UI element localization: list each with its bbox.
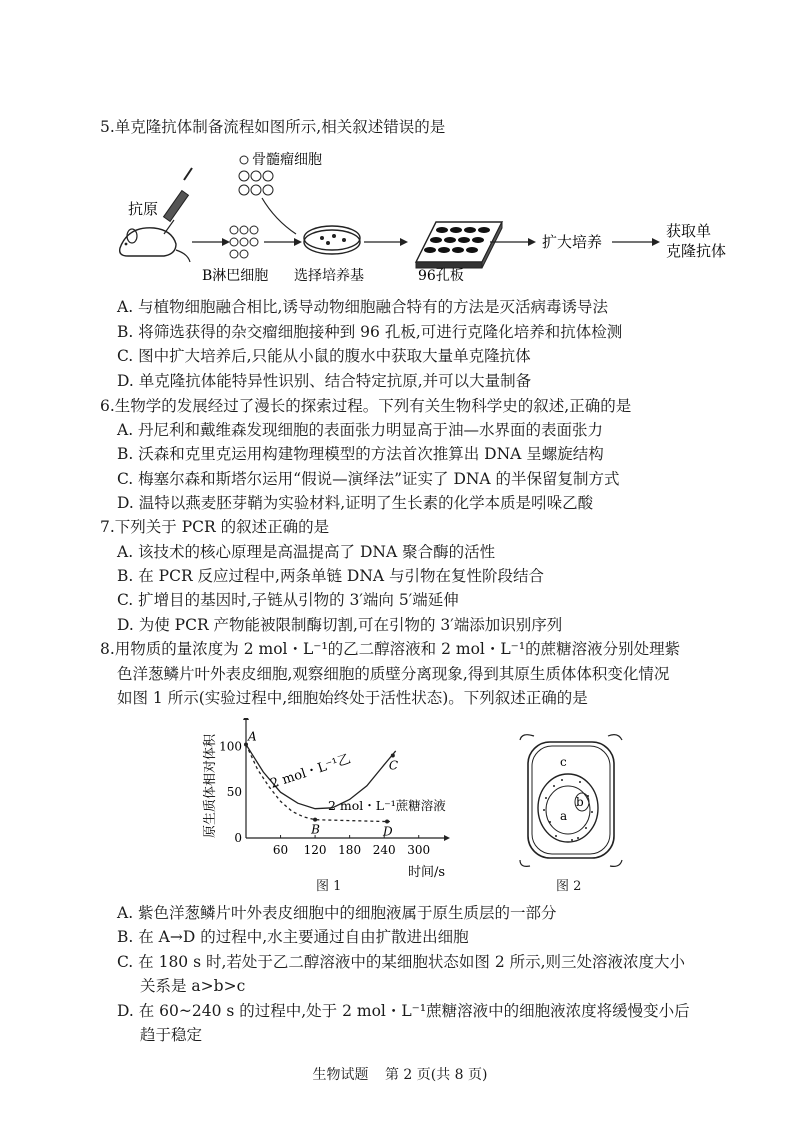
expand-label: 扩大培养 xyxy=(542,233,603,251)
q7-option-a: A. 该技术的核心原理是高温提高了 DNA 聚合酶的活性 xyxy=(117,543,496,561)
series-label-sucrose: 2 mol・L⁻¹蔗糖溶液 xyxy=(328,798,446,813)
q7-stem: 7.下列关于 PCR 的叙述正确的是 xyxy=(100,518,330,536)
y-tick-label: 0 xyxy=(234,831,242,845)
q5-stem: 5.单克隆抗体制备流程如图所示,相关叙述错误的是 xyxy=(100,118,446,136)
footer-subject: 生物试题 xyxy=(312,1067,369,1083)
point-label-D: D xyxy=(383,824,393,839)
q8-option-c-line-1: C. 在 180 s 时,若处于乙二醇溶液中的某细胞状态如图 2 所示,则三处溶液浓度大小 xyxy=(117,953,686,971)
series-label-ethylene-glycol: 2 mol・L⁻¹乙 xyxy=(268,751,353,792)
fig1-caption: 图 1 xyxy=(316,879,342,894)
x-tick-label: 60 xyxy=(272,843,289,857)
antigen-label: 抗原 xyxy=(128,200,159,218)
x-axis-arrow xyxy=(444,835,450,841)
fig2-label-b: b xyxy=(576,795,584,809)
fig2-caption: 图 2 xyxy=(556,879,582,894)
point-D xyxy=(385,820,389,824)
q5-option-d: D. 单克隆抗体能特异性识别、结合特定抗原,并可以大量制备 xyxy=(117,372,532,390)
q7-option-c: C. 扩增目的基因时,子链从引物的 3′端向 5′端延伸 xyxy=(117,591,459,609)
point-label-C: C xyxy=(388,758,399,773)
y-axis-label: 原生质体相对体积 xyxy=(203,733,218,838)
point-label-B: B xyxy=(311,822,320,837)
q6-option-c: C. 梅塞尔森和斯塔尔运用“假说—演绎法”证实了 DNA 的半保留复制方式 xyxy=(117,470,620,488)
footer-page: 第 2 页(共 8 页) xyxy=(384,1067,488,1083)
obtain-label-1: 获取单 xyxy=(666,222,712,240)
q8-option-d-line-1: D. 在 60~240 s 的过程中,处于 2 mol・L⁻¹蔗糖溶液中的细胞液浓度将缓慢变小后 xyxy=(117,1002,690,1020)
q8-stem-line-1: 8.用物质的量浓度为 2 mol・L⁻¹的乙二醇溶液和 2 mol・L⁻¹的蔗糖溶液分别处理紫 xyxy=(100,640,681,658)
y-tick-label: 50 xyxy=(226,785,242,800)
obtain-label-2: 克隆抗体 xyxy=(666,242,727,260)
y-axis-arrow xyxy=(243,718,249,720)
x-tick-label: 240 xyxy=(372,843,396,857)
b-cell-cluster xyxy=(230,226,258,258)
b-cell-label: B淋巴细胞 xyxy=(202,268,269,284)
x-tick-label: 300 xyxy=(407,843,431,857)
y-tick-label: 100 xyxy=(219,739,242,754)
q5-option-c: C. 图中扩大培养后,只能从小鼠的腹水中获取大量单克隆抗体 xyxy=(117,347,531,365)
fig2-label-a: a xyxy=(560,809,568,823)
fig1-chart xyxy=(196,718,476,898)
q7-option-d: D. 为使 PCR 产物能被限制酶切割,可在引物的 3′端添加识别序列 xyxy=(117,616,563,634)
q8-option-a: A. 紫色洋葱鳞片叶外表皮细胞中的细胞液属于原生质层的一部分 xyxy=(117,904,557,922)
q8-stem-line-2: 色洋葱鳞片叶外表皮细胞,观察细胞的质壁分离现象,得到其原生质体体积变化情况 xyxy=(117,665,670,683)
q5-flow-diagram xyxy=(110,150,730,290)
q8-option-b: B. 在 A→D 的过程中,水主要通过自由扩散进出细胞 xyxy=(117,928,469,946)
syringe-icon xyxy=(164,168,192,234)
q8-option-c-line-2: 关系是 a>b>c xyxy=(140,977,246,995)
x-axis-label: 时间/s xyxy=(408,865,446,880)
x-tick-label: 120 xyxy=(303,843,327,857)
q8-option-d-line-2: 趋于稳定 xyxy=(140,1026,203,1044)
q6-option-b: B. 沃森和克里克运用构建物理模型的方法首次推算出 DNA 呈螺旋结构 xyxy=(117,445,604,463)
q5-option-a: A. 与植物细胞融合相比,诱导动物细胞融合特有的方法是灭活病毒诱导法 xyxy=(117,298,608,316)
x-tick-label: 180 xyxy=(338,843,362,857)
fig2-label-c: c xyxy=(560,755,567,769)
medium-label: 选择培养基 xyxy=(294,268,364,284)
mouse-icon xyxy=(120,228,190,262)
well-plate-icon xyxy=(416,222,502,268)
q5-option-b: B. 将筛选获得的杂交瘤细胞接种到 96 孔板,可进行克隆化培养和抗体检测 xyxy=(117,323,623,341)
point-label-A: A xyxy=(248,729,257,744)
petri-dish-icon xyxy=(304,226,360,254)
plate-label: 96孔板 xyxy=(418,268,464,284)
q6-stem: 6.生物学的发展经过了漫长的探索过程。下列有关生物科学史的叙述,正确的是 xyxy=(100,397,632,415)
q6-option-a: A. 丹尼利和戴维森发现细胞的表面张力明显高于油—水界面的表面张力 xyxy=(117,421,604,439)
q7-option-b: B. 在 PCR 反应过程中,两条单链 DNA 与引物在复性阶段结合 xyxy=(117,567,545,585)
q6-option-d: D. 温特以燕麦胚芽鞘为实验材料,证明了生长素的化学本质是吲哚乙酸 xyxy=(117,494,594,512)
fig2-cell-diagram xyxy=(516,730,626,870)
q8-stem-line-3: 如图 1 所示(实验过程中,细胞始终处于活性状态)。下列叙述正确的是 xyxy=(117,689,588,707)
point-B xyxy=(313,818,317,822)
myeloma-label: 骨髓瘤细胞 xyxy=(252,152,322,168)
point-C xyxy=(391,754,395,758)
page-footer xyxy=(0,1064,800,1084)
